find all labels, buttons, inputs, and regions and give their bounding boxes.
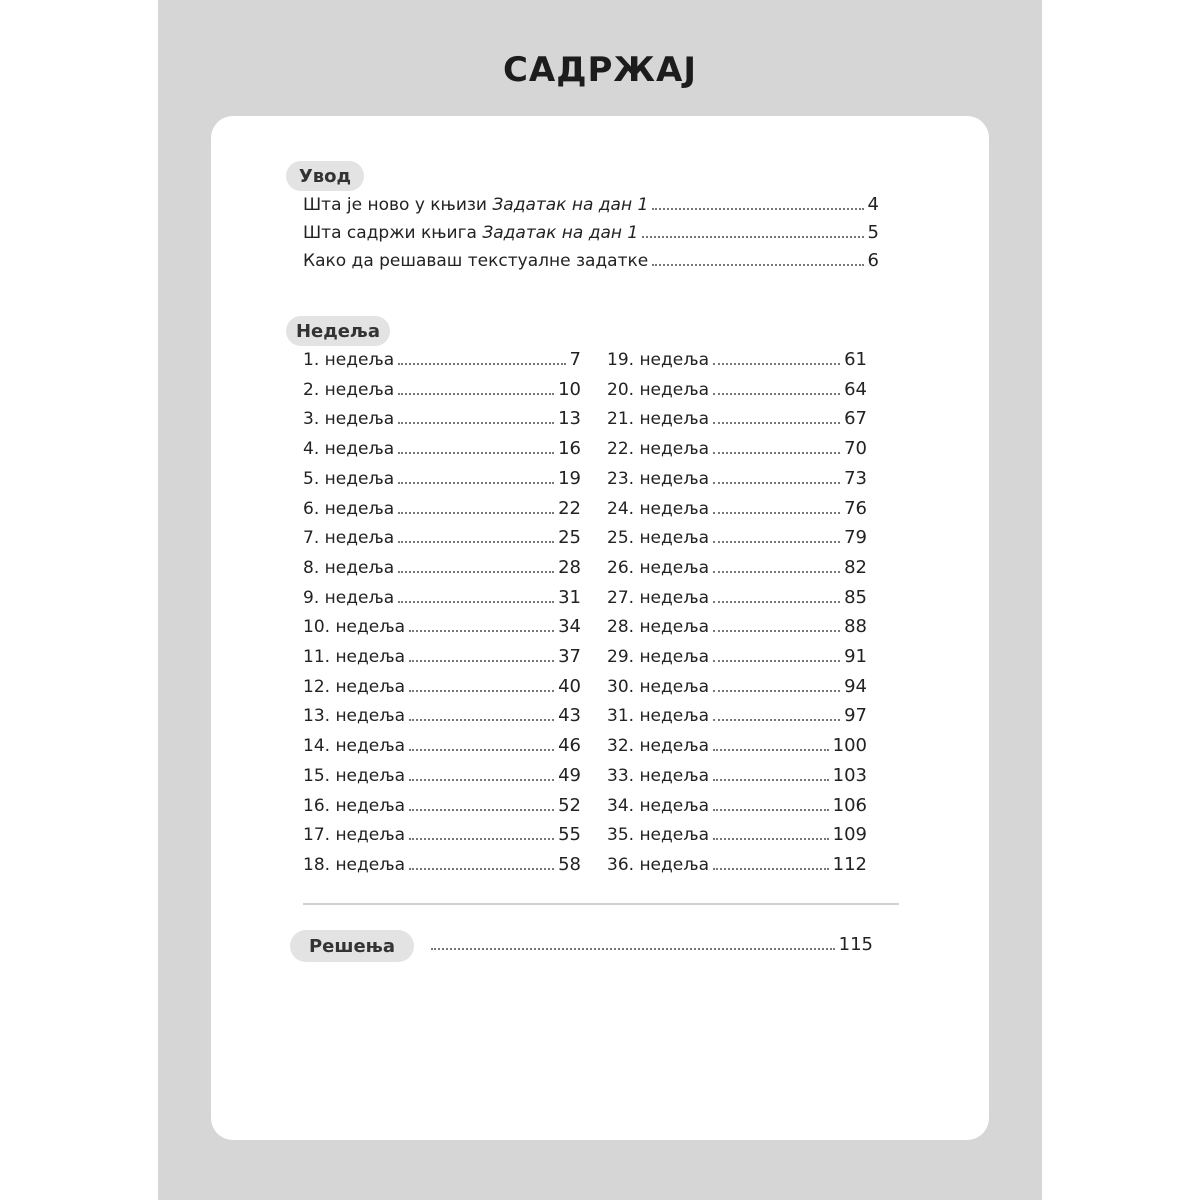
week-entry[interactable]: [607, 765, 867, 786]
week-label: 22. недеља: [607, 439, 709, 460]
week-entry[interactable]: [607, 349, 867, 370]
page-number: 106: [832, 794, 867, 816]
leader-dots: [409, 659, 554, 662]
week-label: 36. недеља: [607, 854, 709, 875]
leader-dots: [409, 718, 554, 721]
week-label: 16. недеља: [303, 795, 405, 816]
leader-dots: [713, 689, 840, 692]
week-label: 15. недеља: [303, 765, 405, 786]
week-label: 20. недеља: [607, 379, 709, 400]
contents-card: [211, 116, 989, 1140]
week-label: 10. недеља: [303, 617, 405, 638]
intro-item[interactable]: [303, 194, 879, 215]
intro-heading: Увод: [286, 161, 364, 191]
page-number: 55: [558, 824, 581, 846]
week-label: 9. недеља: [303, 587, 395, 608]
leader-dots: [713, 718, 840, 721]
week-label: 19. недеља: [607, 350, 709, 370]
leader-dots: [409, 867, 554, 870]
page-number: 25: [558, 527, 581, 549]
week-entry[interactable]: [303, 765, 581, 786]
page-number: 31: [558, 586, 581, 608]
week-entry[interactable]: [303, 616, 581, 637]
leader-dots: [713, 451, 840, 454]
week-label: 11. недеља: [303, 647, 405, 667]
leader-dots: [713, 837, 829, 840]
page-number: 67: [844, 408, 867, 430]
leader-dots: [398, 570, 554, 573]
page-number: 28: [558, 556, 581, 578]
leader-dots: [398, 451, 554, 454]
leader-dots: [713, 392, 840, 395]
week-entry[interactable]: [303, 587, 581, 608]
intro-item-label: Шта је ново у књизи Задатак на дан 1: [303, 195, 649, 215]
week-entry[interactable]: [607, 795, 867, 816]
leader-dots: [713, 421, 840, 424]
week-label: 7. недеља: [303, 528, 395, 549]
week-label: 4. недеља: [303, 439, 395, 460]
page-number: 16: [558, 438, 581, 460]
week-entry[interactable]: [607, 498, 867, 519]
leader-dots: [713, 362, 840, 365]
week-label: 33. недеља: [607, 765, 709, 786]
intro-item-label: Шта садржи књига Задатак на дан 1: [303, 223, 639, 243]
week-label: 12. недеља: [303, 676, 405, 697]
leader-dots: [409, 778, 554, 781]
leader-dots: [409, 808, 554, 811]
leader-dots: [431, 947, 835, 950]
page-number: 82: [844, 556, 867, 578]
page-number: 46: [558, 735, 581, 757]
page-number: 5: [867, 222, 879, 243]
page-number: 10: [558, 378, 581, 400]
leader-dots: [713, 778, 829, 781]
week-entry[interactable]: [303, 438, 581, 459]
leader-dots: [398, 600, 554, 603]
intro-item[interactable]: [303, 250, 879, 271]
week-label: 8. недеља: [303, 557, 395, 578]
page-number: 61: [844, 349, 867, 370]
leader-dots: [713, 540, 840, 543]
week-entry[interactable]: [607, 557, 867, 578]
week-label: 28. недеља: [607, 617, 709, 638]
week-entry[interactable]: [607, 438, 867, 459]
week-label: 30. недеља: [607, 676, 709, 697]
leader-dots: [409, 748, 554, 751]
week-entry[interactable]: [303, 498, 581, 519]
week-entry[interactable]: [303, 824, 581, 845]
page-number: 64: [844, 378, 867, 400]
leader-dots: [398, 511, 554, 514]
week-label: 21. недеља: [607, 409, 709, 430]
page-number: 40: [558, 675, 581, 697]
page-number: 6: [867, 250, 879, 271]
leader-dots: [652, 207, 863, 210]
leader-dots: [409, 689, 554, 692]
week-entry[interactable]: [303, 349, 581, 370]
page-number: 88: [844, 616, 867, 638]
solutions-heading: Решења: [290, 930, 414, 962]
week-entry[interactable]: [607, 676, 867, 697]
page: [158, 0, 1042, 1200]
week-label: 6. недеља: [303, 498, 395, 519]
page-title: САДРЖАЈ: [502, 50, 698, 90]
page-number: 97: [844, 705, 867, 727]
page-number: 94: [844, 675, 867, 697]
week-label: 13. недеља: [303, 706, 405, 727]
leader-dots: [398, 392, 554, 395]
week-label: 5. недеља: [303, 468, 395, 489]
page-number: 58: [558, 853, 581, 875]
page-number: 34: [558, 616, 581, 638]
leader-dots: [398, 540, 554, 543]
page-number: 49: [558, 764, 581, 786]
leader-dots: [713, 808, 829, 811]
week-entry[interactable]: [303, 468, 581, 489]
leader-dots: [713, 481, 840, 484]
page-number: 85: [844, 586, 867, 608]
week-entry[interactable]: [303, 408, 581, 429]
page-number: 100: [832, 735, 867, 757]
page-number: 109: [832, 824, 867, 846]
week-entry[interactable]: [607, 379, 867, 400]
page-number: 13: [558, 408, 581, 430]
leader-dots: [652, 263, 863, 266]
week-label: 34. недеља: [607, 795, 709, 816]
leader-dots: [398, 421, 554, 424]
week-entry[interactable]: [607, 527, 867, 548]
week-entry[interactable]: [303, 379, 581, 400]
week-label: 14. недеља: [303, 736, 405, 757]
week-label: 24. недеља: [607, 498, 709, 519]
leader-dots: [713, 659, 840, 662]
leader-dots: [713, 511, 840, 514]
week-entry[interactable]: [303, 527, 581, 548]
leader-dots: [713, 629, 840, 632]
week-entry[interactable]: [607, 646, 867, 667]
page-number: 76: [844, 497, 867, 519]
page-number: 22: [558, 497, 581, 519]
week-label: 23. недеља: [607, 468, 709, 489]
week-entry[interactable]: [303, 795, 581, 816]
week-entry[interactable]: [607, 616, 867, 637]
week-entry[interactable]: [303, 676, 581, 697]
page-number: 91: [844, 646, 867, 667]
week-label: 18. недеља: [303, 854, 405, 875]
solutions-row[interactable]: [431, 934, 873, 955]
page-number: 4: [867, 194, 879, 215]
page-number: 19: [558, 467, 581, 489]
week-label: 27. недеља: [607, 587, 709, 608]
week-label: 31. недеља: [607, 706, 709, 727]
week-entry[interactable]: [303, 646, 581, 667]
leader-dots: [713, 570, 840, 573]
page-number: 115: [838, 934, 873, 955]
week-label: 26. недеља: [607, 557, 709, 578]
leader-dots: [713, 867, 829, 870]
page-number: 52: [558, 794, 581, 816]
leader-dots: [398, 481, 554, 484]
leader-dots: [713, 748, 829, 751]
page-number: 73: [844, 467, 867, 489]
week-entry[interactable]: [303, 557, 581, 578]
week-label: 3. недеља: [303, 409, 395, 430]
leader-dots: [409, 837, 554, 840]
week-label: 29. недеља: [607, 647, 709, 667]
week-entry[interactable]: [607, 854, 867, 875]
week-entry[interactable]: [607, 824, 867, 845]
intro-item-label: Како да решаваш текстуалне задатке: [303, 251, 649, 271]
leader-dots: [713, 600, 840, 603]
section-divider: [303, 903, 899, 905]
page-number: 103: [832, 764, 867, 786]
page-number: 79: [844, 527, 867, 549]
week-label: 17. недеља: [303, 825, 405, 846]
page-number: 43: [558, 705, 581, 727]
week-entry[interactable]: [607, 705, 867, 726]
page-number: 7: [569, 349, 581, 370]
week-entry[interactable]: [607, 408, 867, 429]
week-entry[interactable]: [303, 705, 581, 726]
leader-dots: [409, 629, 554, 632]
page-number: 70: [844, 438, 867, 460]
leader-dots: [398, 362, 565, 365]
week-label: 35. недеља: [607, 825, 709, 846]
week-entry[interactable]: [303, 854, 581, 875]
week-entry[interactable]: [303, 735, 581, 756]
weeks-heading: Недеља: [286, 316, 390, 346]
week-label: 1. недеља: [303, 350, 395, 370]
week-label: 25. недеља: [607, 528, 709, 549]
week-label: 2. недеља: [303, 379, 395, 400]
page-number: 112: [832, 853, 867, 875]
intro-item[interactable]: [303, 222, 879, 243]
week-entry[interactable]: [607, 587, 867, 608]
page-number: 37: [558, 646, 581, 667]
week-label: 32. недеља: [607, 736, 709, 757]
leader-dots: [642, 235, 863, 238]
week-entry[interactable]: [607, 735, 867, 756]
week-entry[interactable]: [607, 468, 867, 489]
